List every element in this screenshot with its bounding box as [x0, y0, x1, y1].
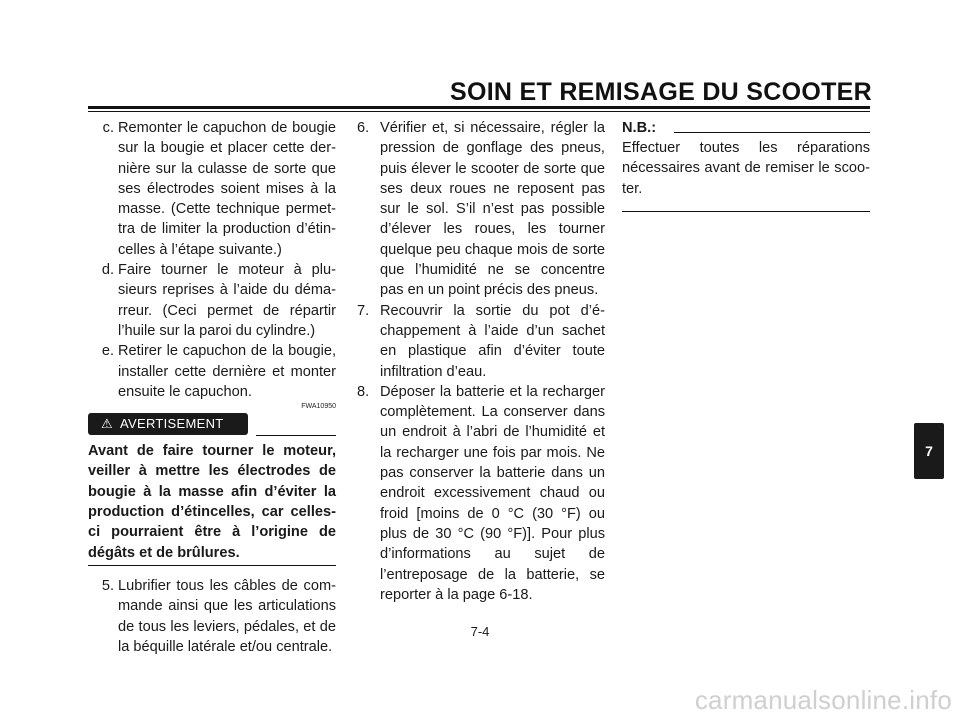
warning-rule — [256, 435, 336, 436]
list-item — [88, 341, 336, 402]
item-label: 6. — [357, 120, 370, 136]
chapter-tab: 7 — [914, 423, 944, 479]
list-item — [88, 260, 336, 341]
section-title: SOIN ET REMISAGE DU SCOOTER — [449, 78, 872, 106]
item-text: Recouvrir la sortie du pot d’échappement à l’aide d’un sachet en plastique afin d’éviter toute infiltration d’eau. — [380, 302, 605, 380]
item-text: Faire tourner le moteur à plusieurs reprises à l’aide du démarreur. (Ceci permet de répartir l’huile sur la paroi du cylindre.) — [118, 262, 336, 339]
item-text: Lubrifier tous les câbles de commande ainsi que les articulations de tous les leviers, pédales, et de la béquille latérale et/ou centrale. — [118, 577, 336, 655]
item-text: Vérifier et, si nécessaire, régler la pression de gonflage des pneus, puis élever le scooter de sorte que ses deux roues ne reposent pas sur le sol. S’il n’est pas possible d’élever les roues, les tourner quelque peu chaque mois de sorte que l’humidité ne se concentre pas en un point précis des pneus. — [380, 120, 605, 299]
column-right — [622, 118, 870, 212]
list-item — [88, 576, 336, 657]
item-label: d. — [101, 262, 114, 279]
list-item — [88, 118, 336, 260]
note-label: N.B.: — [622, 120, 657, 136]
item-label: c. — [102, 120, 114, 136]
note-rule — [674, 132, 870, 133]
warning-header — [88, 413, 336, 437]
warning-badge — [88, 413, 248, 435]
item-text: Retirer le capuchon de la bougie, installer cette dernière et monter ensuite le capuchon. — [118, 343, 336, 400]
note-text: Effectuer toutes les réparations nécessaires avant de remiser le scooter. — [622, 138, 870, 212]
warning-code: FWA10950 — [301, 403, 336, 411]
warning-text: Avant de faire tourner le moteur, veiller à mettre les électrodes de bougie à la masse afin d’éviter la production d’étincelles, car celles-ci pourraient être à l’origine de dégâts et de brûlures. — [88, 441, 336, 566]
item-label: 8. — [357, 383, 370, 400]
list-item — [357, 118, 605, 301]
header-rule-thin — [88, 111, 870, 112]
item-label: e. — [101, 343, 114, 360]
list-item — [357, 382, 605, 605]
list-item — [357, 301, 605, 382]
watermark: carmanualsonline.info — [694, 685, 952, 715]
warning-triangle-icon: ⚠ — [101, 416, 113, 432]
column-middle — [357, 118, 605, 605]
item-label: 5. — [101, 577, 114, 594]
page-number: 7-4 — [470, 624, 490, 639]
header-rule — [88, 106, 870, 109]
item-text: Remonter le capuchon de bougie sur la bougie et placer cette dernière sur la culasse de sorte que ses électrodes soient mises à la masse. (Cette technique permettra de limiter la production d’étincelles à l’étape suivante.) — [118, 120, 336, 258]
note-header — [622, 118, 870, 138]
warning-label: AVERTISEMENT — [120, 416, 224, 432]
column-left — [88, 118, 336, 657]
item-text: Déposer la batterie et la recharger complètement. La conserver dans un endroit à l’abri de l’humidité et la recharger une fois par mois. Ne pas conserver la batterie dans un endroit excessivement chaud ou froid [moins de 0 °C (30 °F) ou plus de 30 °C (90 °F)]. Pour plus d’informations au sujet de l’entreposage de la batterie, se reporter à la page 6-18. — [380, 383, 605, 603]
item-label: 7. — [357, 302, 370, 319]
